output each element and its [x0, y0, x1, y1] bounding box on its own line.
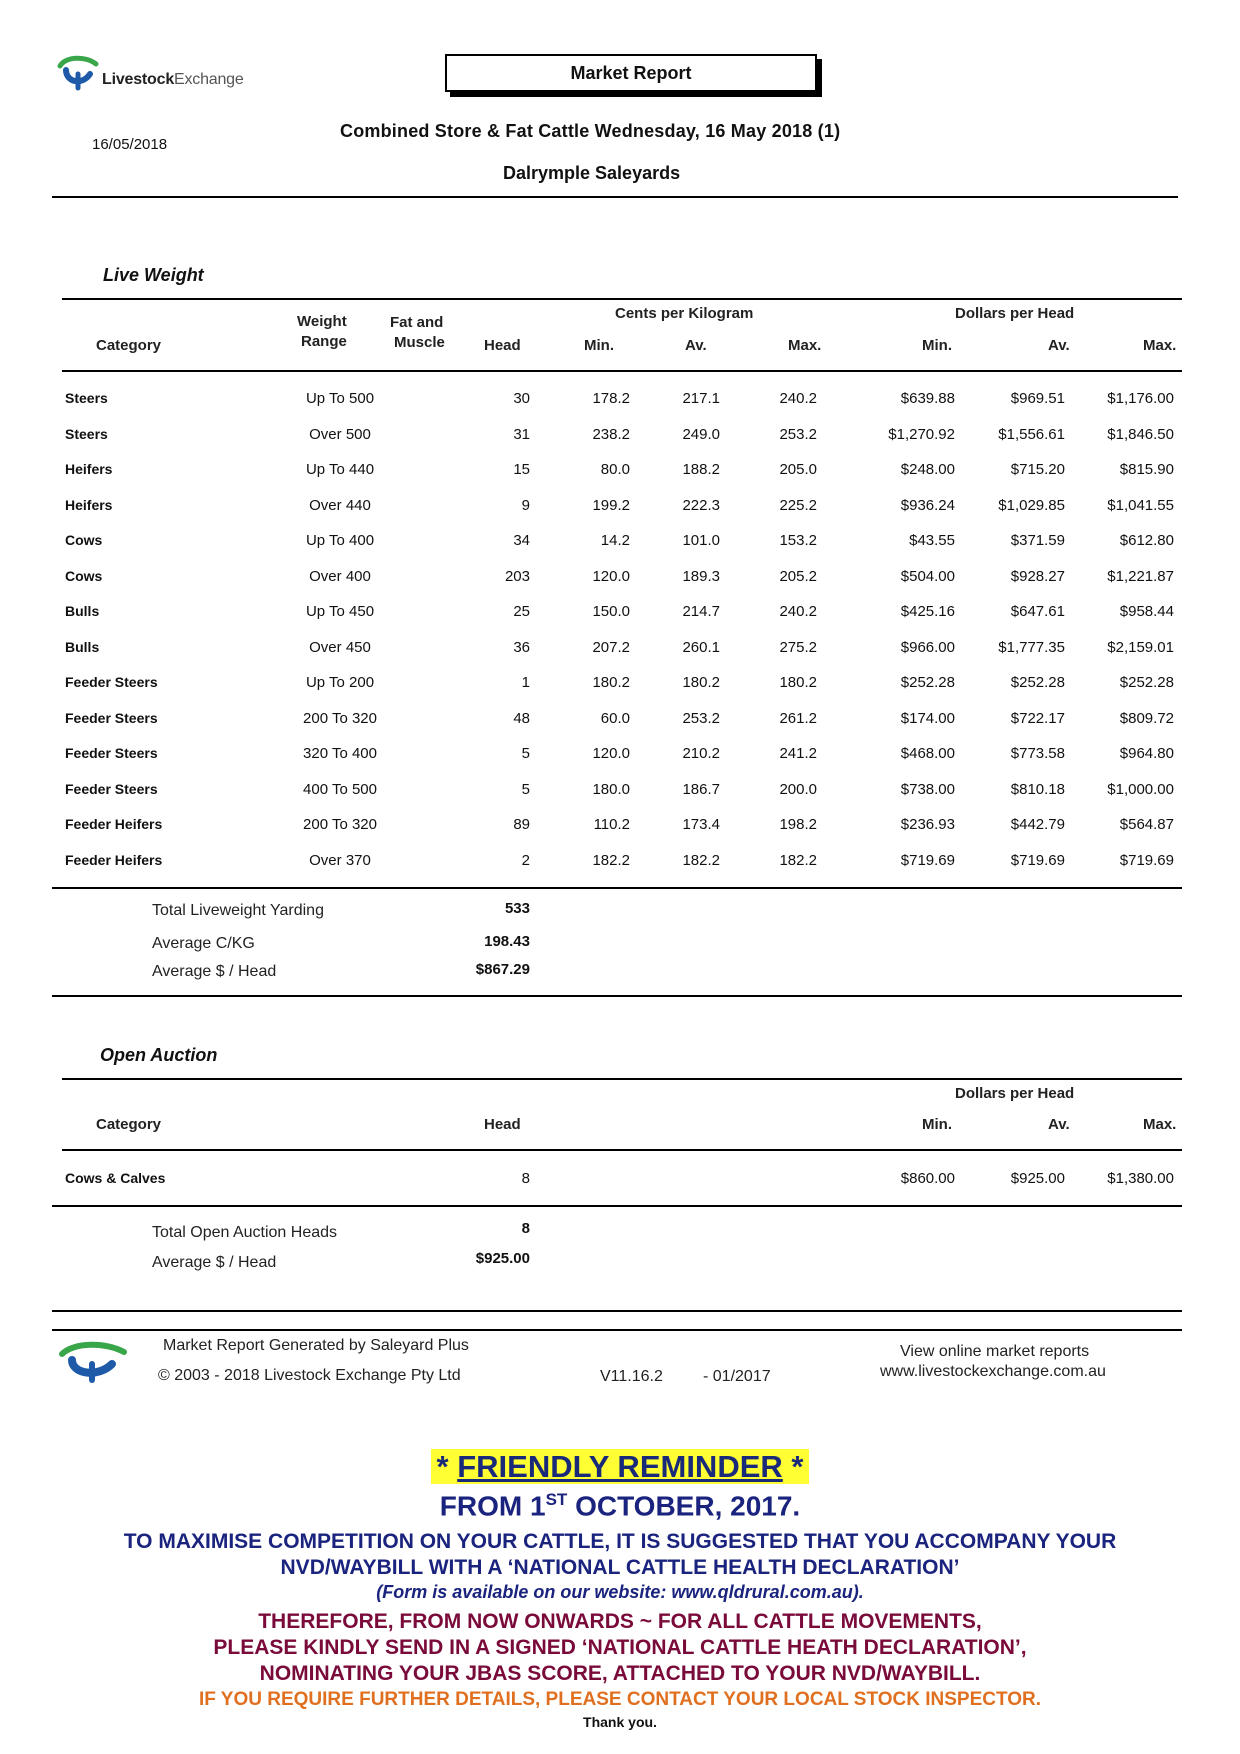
report-title: Combined Store & Fat Cattle Wednesday, 16 May 2018 (1)	[340, 121, 841, 141]
lw-cell-range: 200 To 320	[303, 710, 377, 727]
lw-summary-value: 198.43	[484, 933, 530, 950]
lw-cell-dav: $969.51	[1010, 390, 1065, 407]
reminder-headline: * FRIENDLY REMINDER *	[0, 1449, 1240, 1485]
lw-cell-category: Steers	[65, 390, 108, 406]
lw-cell-dav: $371.59	[1010, 532, 1065, 549]
lw-cell-cmin: 120.0	[592, 745, 630, 762]
lw-cell-cmin: 150.0	[592, 603, 630, 620]
lw-cell-head: 36	[513, 639, 530, 656]
oa-top-rule	[62, 1078, 1182, 1080]
lw-summary-label: Average C/KG	[152, 935, 255, 952]
lw-cell-cav: 186.7	[682, 781, 720, 798]
lw-cell-cav: 249.0	[682, 426, 720, 443]
footer-version-date: - 01/2017	[703, 1368, 771, 1385]
lw-cell-head: 5	[521, 781, 530, 798]
lw-cell-cmax: 205.0	[779, 461, 817, 478]
lw-cell-dmax: $1,041.55	[1107, 497, 1174, 514]
lw-cell-cmax: 253.2	[779, 426, 817, 443]
lw-cell-category: Heifers	[65, 497, 113, 513]
footer-rule-1	[52, 1310, 1182, 1312]
oa-col-dav: Av.	[1048, 1116, 1070, 1133]
lw-cell-head: 203	[504, 568, 530, 585]
oa-cell-dmin: $860.00	[900, 1170, 955, 1187]
reminder-line-6: NOMINATING YOUR JBAS SCORE, ATTACHED TO YOUR NVD/WAYBILL.	[259, 1662, 981, 1685]
reminder-line-3: (Form is available on our website: www.qldrural.com.au).	[376, 1582, 864, 1602]
lw-cell-category: Feeder Steers	[65, 745, 158, 761]
header-divider	[52, 196, 1178, 198]
lw-cell-head: 89	[513, 816, 530, 833]
lw-cell-dav: $810.18	[1010, 781, 1065, 798]
lw-cell-range: Up To 400	[305, 532, 375, 549]
lw-cell-dmax: $612.80	[1119, 532, 1174, 549]
lw-cell-dmax: $252.28	[1119, 674, 1174, 691]
report-label: Market Report	[445, 54, 817, 92]
lw-cell-category: Feeder Steers	[65, 674, 158, 690]
oa-header-rule	[62, 1149, 1182, 1151]
lw-cell-dmax: $1,846.50	[1107, 426, 1174, 443]
oa-col-head: Head	[484, 1116, 521, 1133]
lw-cell-cav: 188.2	[682, 461, 720, 478]
lw-cell-cav: 214.7	[682, 603, 720, 620]
lw-cell-head: 25	[513, 603, 530, 620]
lw-cell-category: Cows	[65, 532, 103, 548]
reminder-line-1: TO MAXIMISE COMPETITION ON YOUR CATTLE, IT IS SUGGESTED THAT YOU ACCOMPANY YOUR	[123, 1530, 1117, 1553]
lw-cell-cmin: 182.2	[592, 852, 630, 869]
lw-cell-cav: 101.0	[682, 532, 720, 549]
lw-group-dollars: Dollars per Head	[955, 305, 1075, 322]
lw-cell-range: Up To 500	[305, 390, 375, 407]
lw-cell-range: 200 To 320	[303, 816, 377, 833]
lw-col-cmax: Max.	[788, 337, 822, 354]
oa-cell-dav: $925.00	[1010, 1170, 1065, 1187]
lw-cell-dav: $1,029.85	[998, 497, 1065, 514]
lw-summary-value: 533	[504, 900, 530, 917]
footer-online-url[interactable]: www.livestockexchange.com.au	[880, 1363, 1106, 1380]
lw-cell-cmax: 240.2	[779, 390, 817, 407]
lw-cell-head: 15	[513, 461, 530, 478]
open-auction-title: Open Auction	[100, 1045, 218, 1065]
lw-cell-dmin: $504.00	[900, 568, 955, 585]
oa-summary-label: Total Open Auction Heads	[152, 1224, 338, 1241]
lw-cell-dav: $442.79	[1010, 816, 1065, 833]
lw-cell-dmin: $252.28	[900, 674, 955, 691]
lw-cell-head: 5	[521, 745, 530, 762]
footer-generated-by: Market Report Generated by Saleyard Plus	[163, 1337, 469, 1354]
lw-cell-dmin: $43.55	[909, 532, 955, 549]
lw-cell-cmax: 200.0	[779, 781, 817, 798]
lw-summary-label: Average $ / Head	[152, 963, 277, 980]
livestock-exchange-logo-icon	[56, 52, 104, 92]
lw-cell-range: Up To 450	[305, 603, 375, 620]
lw-cell-range: Up To 440	[305, 461, 375, 478]
logo-text: LivestockExchange	[102, 71, 244, 88]
lw-col-fat-1: Fat and	[390, 314, 444, 331]
reminder-date: FROM 1ST OCTOBER, 2017.	[439, 1490, 801, 1522]
lw-cell-dmax: $809.72	[1119, 710, 1174, 727]
lw-cell-cmin: 110.2	[593, 816, 630, 833]
lw-cell-category: Cows	[65, 568, 103, 584]
lw-col-weight-2: Range	[301, 333, 347, 350]
oa-cell-category: Cows & Calves	[65, 1170, 166, 1186]
lw-cell-cmax: 182.2	[779, 852, 817, 869]
lw-cell-dmax: $1,221.87	[1107, 568, 1174, 585]
lw-col-category: Category	[96, 337, 162, 354]
reminder-thanks: Thank you.	[583, 1714, 657, 1730]
lw-cell-range: Over 450	[309, 639, 371, 656]
lw-col-dmin: Min.	[922, 337, 952, 354]
lw-cell-dmax: $815.90	[1119, 461, 1174, 478]
lw-cell-dmax: $719.69	[1119, 852, 1174, 869]
lw-cell-dmax: $1,000.00	[1107, 781, 1174, 798]
oa-summary-value: 8	[521, 1220, 530, 1237]
lw-cell-range: 320 To 400	[303, 745, 377, 762]
lw-cell-cav: 260.1	[682, 639, 720, 656]
lw-cell-cmin: 180.0	[592, 781, 630, 798]
lw-cell-range: Up To 200	[305, 674, 375, 691]
lw-cell-head: 31	[513, 426, 530, 443]
lw-summary-value: $867.29	[475, 961, 530, 978]
venue-name: Dalrymple Saleyards	[503, 163, 681, 183]
footer-copyright: © 2003 - 2018 Livestock Exchange Pty Ltd	[158, 1367, 461, 1384]
lw-cell-dmin: $639.88	[900, 390, 955, 407]
lw-cell-category: Bulls	[65, 639, 100, 655]
reminder-line-2: NVD/WAYBILL WITH A ‘NATIONAL CATTLE HEALTH DECLARATION’	[280, 1556, 960, 1579]
lw-cell-dav: $647.61	[1010, 603, 1065, 620]
lw-cell-dmax: $964.80	[1119, 745, 1174, 762]
lw-cell-dmin: $966.00	[900, 639, 955, 656]
oa-col-dmin: Min.	[922, 1116, 952, 1133]
oa-group-dollars: Dollars per Head	[955, 1085, 1075, 1102]
lw-cell-head: 48	[513, 710, 530, 727]
lw-cell-cmin: 180.2	[592, 674, 630, 691]
oa-summary-value: $925.00	[475, 1250, 530, 1267]
lw-summary-label: Total Liveweight Yarding	[152, 902, 324, 919]
lw-cell-dav: $928.27	[1010, 568, 1065, 585]
lw-cell-dmax: $1,176.00	[1107, 390, 1174, 407]
lw-cell-range: Over 370	[309, 852, 371, 869]
lw-cell-cav: 180.2	[682, 674, 720, 691]
lw-cell-dav: $1,556.61	[998, 426, 1065, 443]
lw-cell-category: Steers	[65, 426, 108, 442]
lw-cell-category: Heifers	[65, 461, 113, 477]
lw-bottom-rule	[52, 887, 1182, 889]
lw-cell-cmin: 199.2	[592, 497, 630, 514]
lw-cell-cmax: 241.2	[779, 745, 817, 762]
lw-cell-dmin: $425.16	[900, 603, 955, 620]
lw-cell-cmin: 178.2	[592, 390, 630, 407]
report-date: 16/05/2018	[92, 136, 168, 153]
footer-online-label: View online market reports	[900, 1343, 1090, 1360]
lw-summary-rule	[52, 995, 1182, 997]
lw-cell-range: Over 440	[309, 497, 371, 514]
lw-group-cents: Cents per Kilogram	[615, 305, 754, 322]
lw-cell-cmax: 240.2	[779, 603, 817, 620]
lw-cell-cav: 253.2	[682, 710, 720, 727]
lw-cell-head: 34	[513, 532, 530, 549]
reminder-line-7: IF YOU REQUIRE FURTHER DETAILS, PLEASE CONTACT YOUR LOCAL STOCK INSPECTOR.	[198, 1689, 1042, 1710]
lw-cell-cav: 189.3	[682, 568, 720, 585]
lw-header-rule	[62, 370, 1182, 372]
lw-cell-category: Feeder Steers	[65, 710, 158, 726]
lw-cell-dmin: $738.00	[900, 781, 955, 798]
lw-cell-category: Feeder Steers	[65, 781, 158, 797]
lw-cell-cmin: 120.0	[592, 568, 630, 585]
lw-cell-category: Bulls	[65, 603, 100, 619]
reminder-line-4: THEREFORE, FROM NOW ONWARDS ~ FOR ALL CATTLE MOVEMENTS,	[258, 1610, 982, 1633]
footer-rule-2	[52, 1329, 1182, 1331]
lw-cell-dmin: $174.00	[900, 710, 955, 727]
lw-col-weight-1: Weight	[297, 313, 347, 330]
lw-col-dav: Av.	[1048, 337, 1070, 354]
lw-cell-cav: 210.2	[682, 745, 720, 762]
lw-cell-cmax: 205.2	[779, 568, 817, 585]
lw-cell-dav: $1,777.35	[998, 639, 1065, 656]
oa-cell-dmax: $1,380.00	[1107, 1170, 1174, 1187]
lw-cell-dmin: $719.69	[900, 852, 955, 869]
live-weight-title: Live Weight	[103, 265, 204, 285]
footer-logo-icon	[56, 1336, 132, 1384]
lw-cell-dmin: $1,270.92	[888, 426, 955, 443]
lw-cell-cmin: 207.2	[592, 639, 630, 656]
oa-summary-label: Average $ / Head	[152, 1254, 277, 1271]
lw-cell-category: Feeder Heifers	[65, 816, 163, 832]
oa-cell-head: 8	[521, 1170, 530, 1187]
lw-cell-range: 400 To 500	[303, 781, 377, 798]
lw-cell-cmax: 275.2	[779, 639, 817, 656]
lw-cell-cmax: 261.2	[779, 710, 817, 727]
lw-cell-dav: $715.20	[1010, 461, 1065, 478]
lw-cell-cmax: 153.2	[779, 532, 817, 549]
lw-cell-dav: $773.58	[1010, 745, 1065, 762]
lw-cell-range: Over 400	[309, 568, 371, 585]
lw-cell-cav: 173.4	[682, 816, 720, 833]
lw-col-dmax: Max.	[1143, 337, 1177, 354]
lw-cell-dmax: $958.44	[1119, 603, 1174, 620]
lw-cell-cmin: 80.0	[600, 461, 630, 478]
lw-cell-dav: $719.69	[1010, 852, 1065, 869]
lw-cell-category: Feeder Heifers	[65, 852, 163, 868]
lw-cell-cav: 217.1	[682, 390, 720, 407]
lw-cell-cmax: 225.2	[779, 497, 817, 514]
lw-cell-dmin: $468.00	[900, 745, 955, 762]
lw-cell-dav: $252.28	[1010, 674, 1065, 691]
reminder-line-5: PLEASE KINDLY SEND IN A SIGNED ‘NATIONAL CATTLE HEATH DECLARATION’,	[213, 1636, 1027, 1659]
lw-cell-cmin: 14.2	[600, 532, 630, 549]
lw-cell-dmax: $2,159.01	[1107, 639, 1174, 656]
oa-col-dmax: Max.	[1143, 1116, 1177, 1133]
lw-cell-head: 2	[521, 852, 530, 869]
oa-bottom-rule	[52, 1205, 1182, 1207]
lw-cell-cmax: 180.2	[779, 674, 817, 691]
footer-version: V11.16.2	[600, 1368, 663, 1385]
lw-cell-dav: $722.17	[1010, 710, 1065, 727]
lw-cell-cmax: 198.2	[779, 816, 817, 833]
oa-col-category: Category	[96, 1116, 162, 1133]
lw-cell-dmax: $564.87	[1119, 816, 1174, 833]
lw-cell-cav: 222.3	[682, 497, 720, 514]
lw-col-fat-2: Muscle	[394, 334, 445, 351]
lw-cell-cav: 182.2	[682, 852, 720, 869]
lw-cell-head: 1	[521, 674, 530, 691]
lw-cell-head: 9	[521, 497, 530, 514]
lw-cell-dmin: $936.24	[900, 497, 955, 514]
lw-cell-dmin: $236.93	[900, 816, 955, 833]
lw-col-cav: Av.	[685, 337, 707, 354]
lw-cell-cmin: 238.2	[592, 426, 630, 443]
lw-col-cmin: Min.	[584, 337, 614, 354]
lw-cell-dmin: $248.00	[900, 461, 955, 478]
lw-cell-head: 30	[513, 390, 530, 407]
lw-top-rule	[62, 298, 1182, 300]
lw-cell-range: Over 500	[309, 426, 371, 443]
lw-col-head: Head	[484, 337, 521, 354]
lw-cell-cmin: 60.0	[600, 710, 630, 727]
